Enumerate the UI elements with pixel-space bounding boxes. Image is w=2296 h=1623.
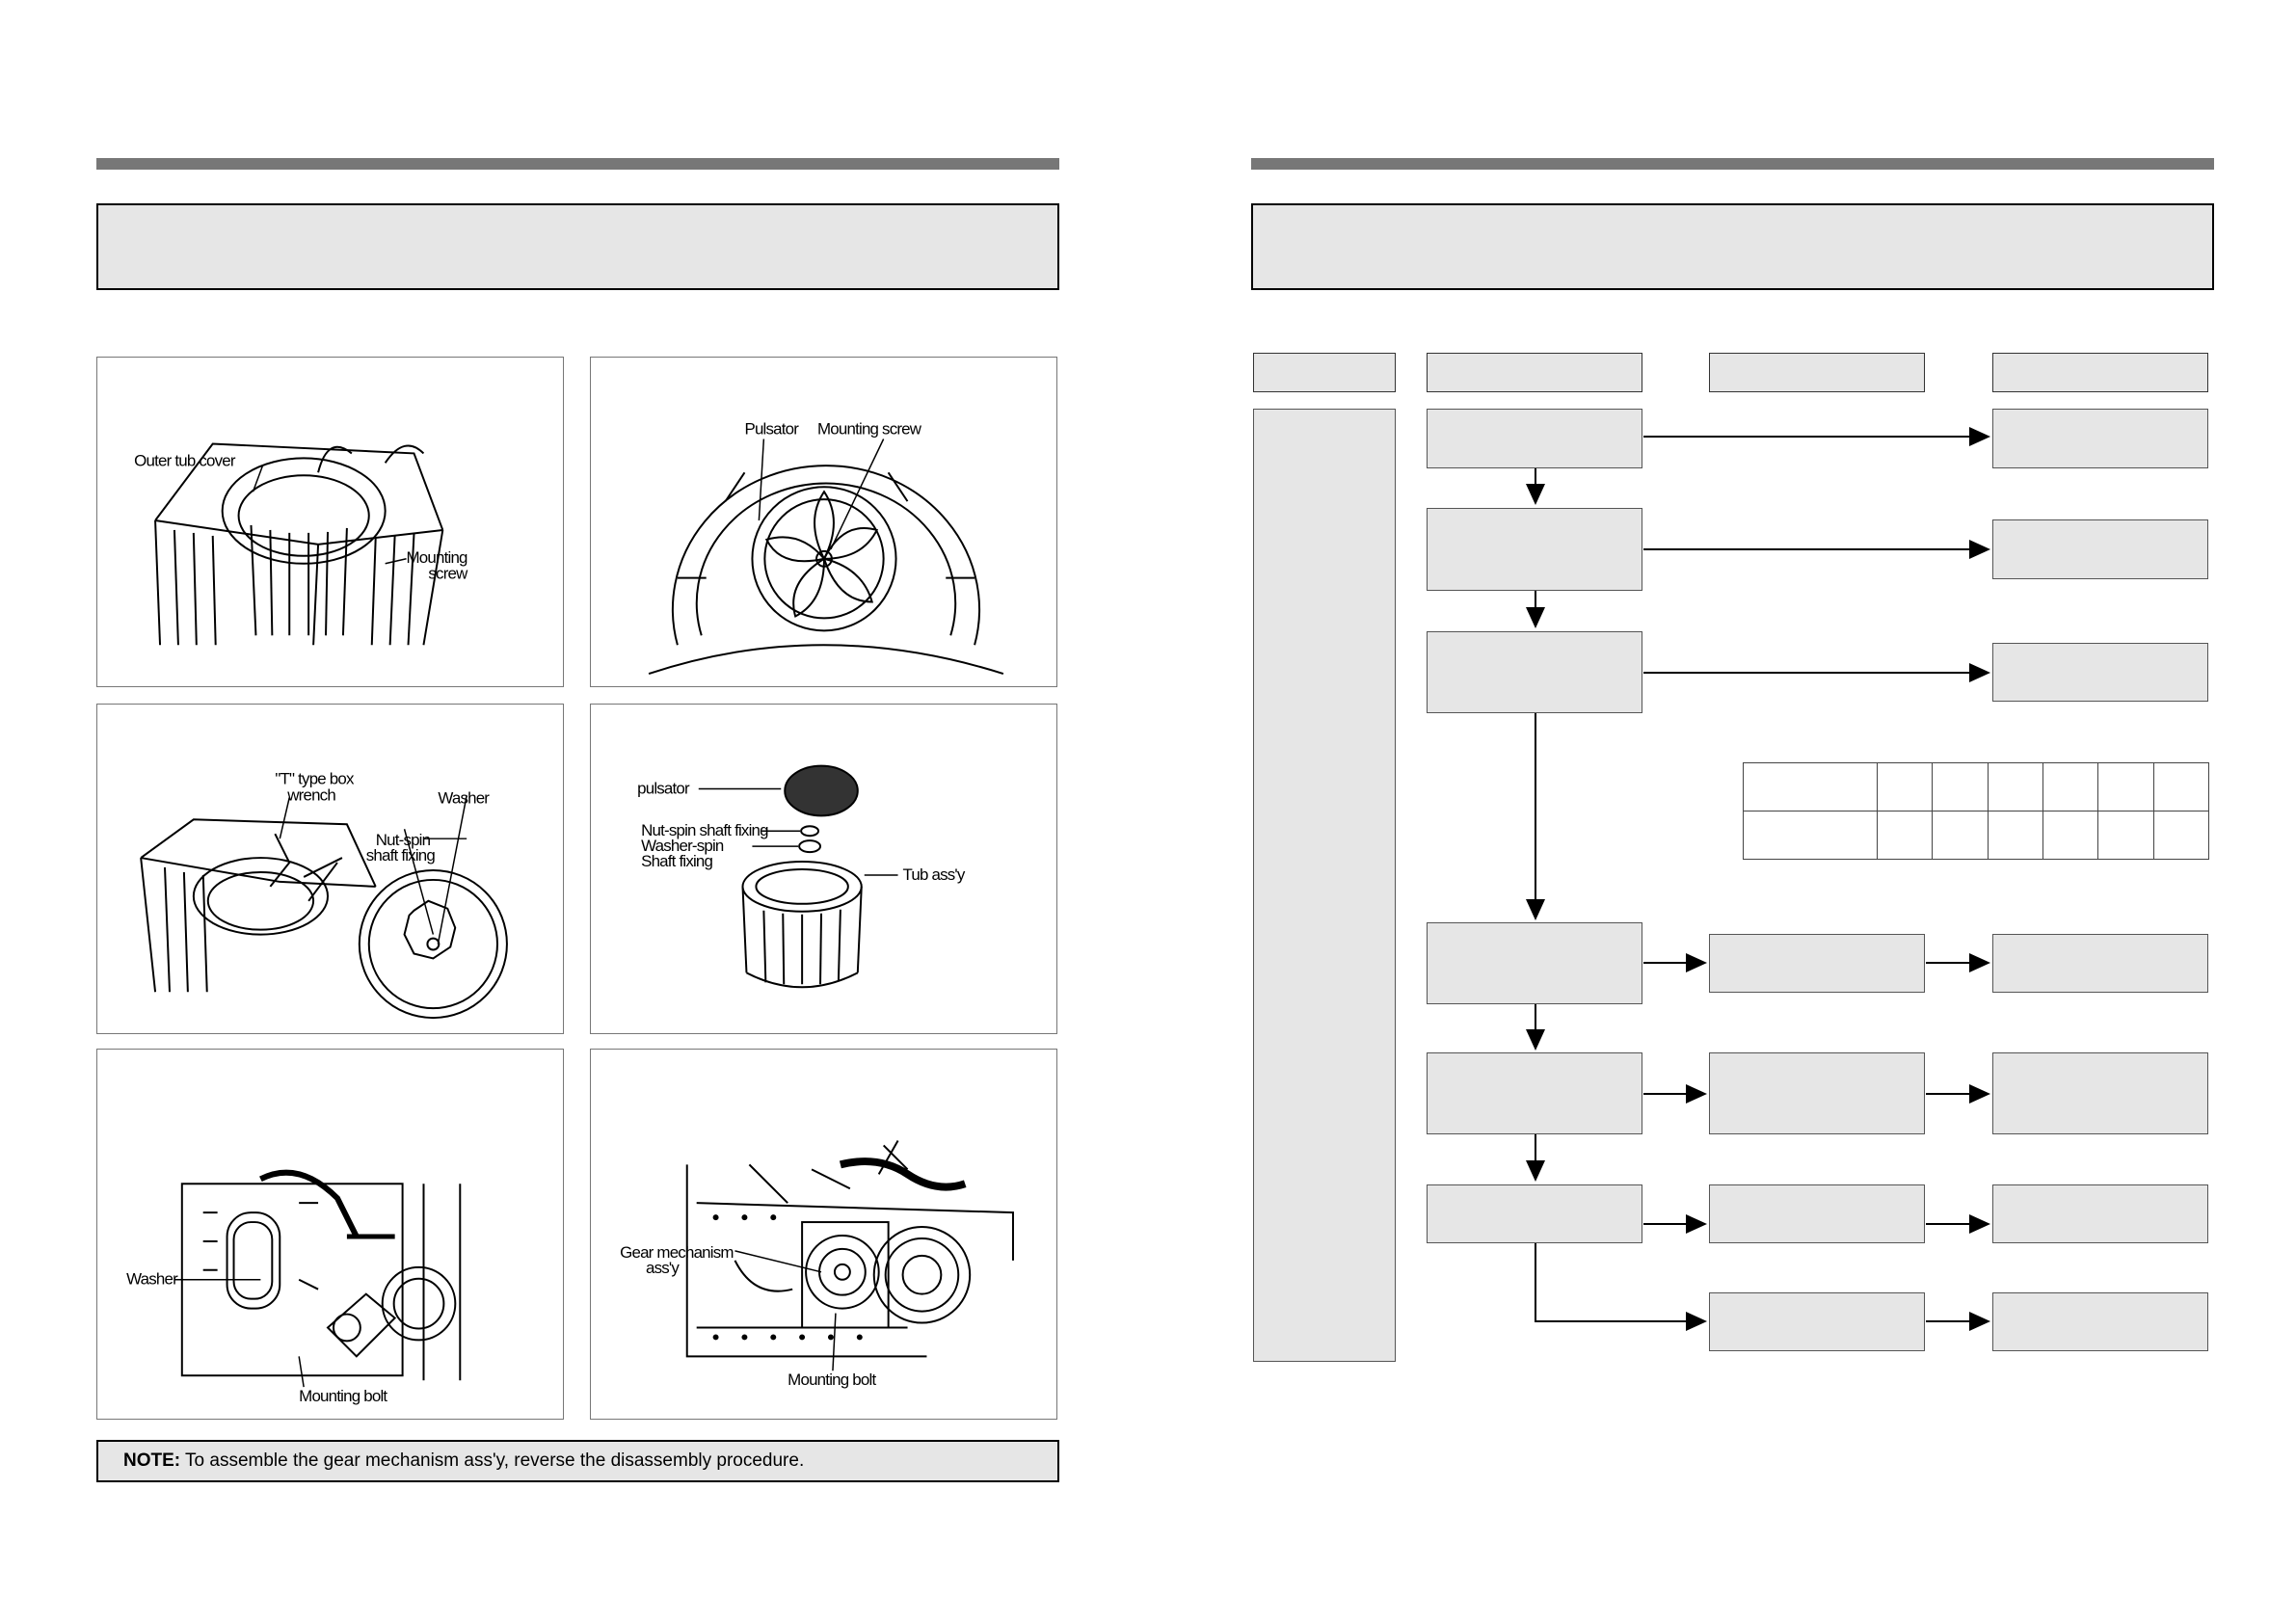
table-cell [1933, 763, 1988, 812]
note-label: NOTE: [123, 1450, 181, 1471]
table-row [1744, 812, 2209, 860]
check-box-2 [1427, 508, 1642, 591]
table-cell [2153, 763, 2208, 812]
remedy-box-6 [1992, 1184, 2208, 1243]
table-cell [1933, 812, 1988, 860]
table-cell [2098, 763, 2153, 812]
label-shaft-fixing: shaft fixing [365, 846, 435, 865]
cause-box-2 [1709, 1052, 1925, 1134]
table-cell [1878, 812, 1933, 860]
table-cell [1988, 763, 2042, 812]
remedy-box-4 [1992, 934, 2208, 993]
label-mounting-bolt-5: Mounting bolt [299, 1387, 387, 1406]
table-cell [2098, 812, 2153, 860]
label-mounting: Mounting [406, 547, 467, 567]
table-row [1744, 763, 2209, 812]
table-cell [1878, 763, 1933, 812]
label-nut-spin: Nut-spin [375, 831, 431, 850]
check-box-1 [1427, 409, 1642, 468]
cause-box-1 [1709, 934, 1925, 993]
cause-box-4 [1709, 1292, 1925, 1351]
remedy-box-1 [1992, 409, 2208, 468]
label-mounting-bolt-6: Mounting bolt [788, 1370, 876, 1390]
label-pulsator: Pulsator [744, 419, 799, 439]
label-wrench: wrench [287, 785, 335, 805]
check-box-5 [1427, 1052, 1642, 1134]
label-outer-tub-cover: Outer tub cover [134, 451, 235, 470]
note-text: To assemble the gear mechanism ass'y, reverse the disassembly procedure. [180, 1450, 805, 1471]
label-shaft-fixing-2: Shaft fixing [641, 852, 713, 871]
cause-box-3 [1709, 1184, 1925, 1243]
label-washer-spin: Washer-spin [641, 837, 724, 856]
label-t-type-box: "T" type box [275, 769, 354, 788]
table-cell [1744, 763, 1878, 812]
table-cell [2042, 763, 2097, 812]
spec-table [1743, 762, 2209, 860]
label-tub-assy: Tub ass'y [902, 865, 965, 884]
table-cell [1988, 812, 2042, 860]
label-screw: screw [428, 564, 467, 583]
remedy-box-5 [1992, 1052, 2208, 1134]
label-washer: Washer [438, 788, 490, 808]
check-box-6 [1427, 1184, 1642, 1243]
table-cell [2153, 812, 2208, 860]
label-gear-mechanism: Gear mechanism [620, 1242, 734, 1262]
label-washer-5: Washer [126, 1269, 177, 1289]
label-nut-spin-shaft-fixing: Nut-spin shaft fixing [641, 821, 768, 840]
check-box-3 [1427, 631, 1642, 713]
table-cell [2042, 812, 2097, 860]
label-pulsator-part: pulsator [637, 779, 689, 798]
remedy-box-2 [1992, 519, 2208, 579]
table-cell [1744, 812, 1878, 860]
label-gear-assy: ass'y [645, 1258, 679, 1277]
remedy-box-7 [1992, 1292, 2208, 1351]
remedy-box-3 [1992, 643, 2208, 702]
label-mounting-screw: Mounting screw [817, 419, 921, 439]
check-box-4 [1427, 922, 1642, 1004]
